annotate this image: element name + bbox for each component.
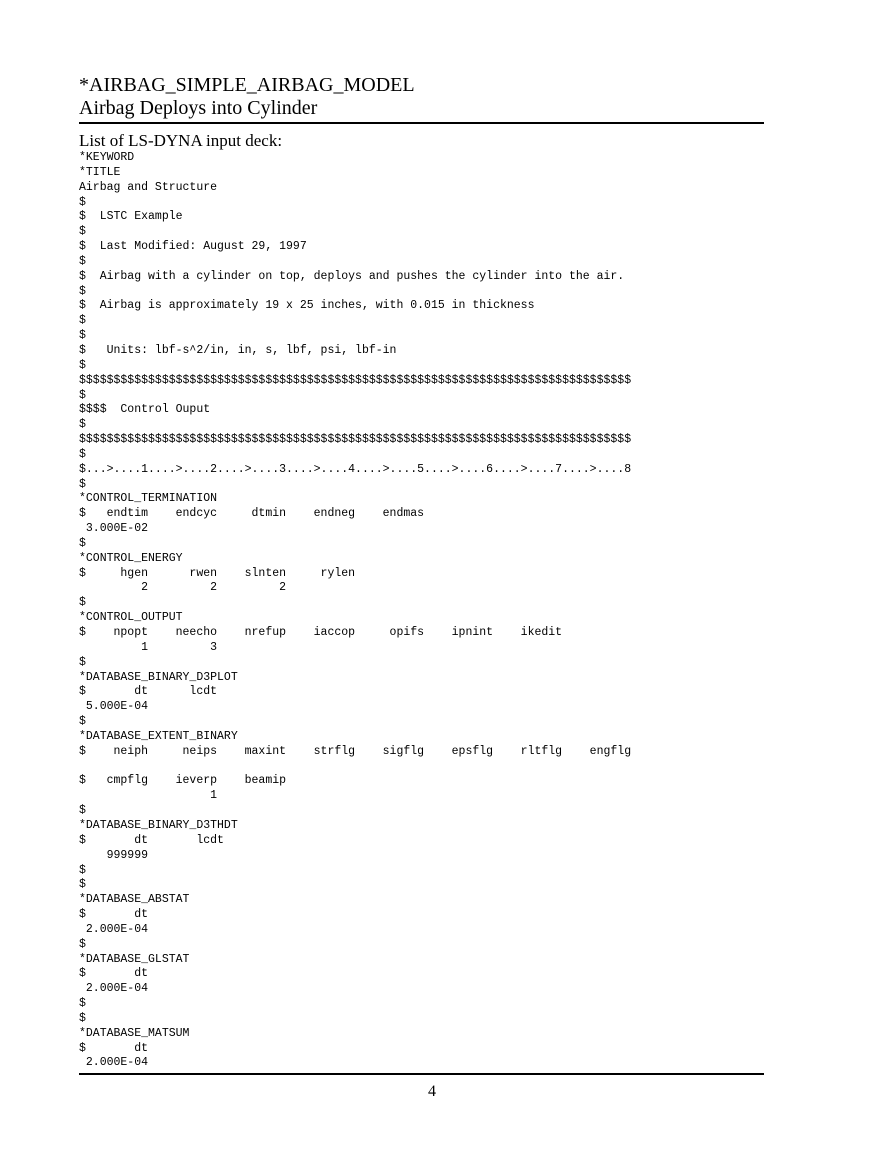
deck-line: 2 2 2 bbox=[79, 581, 287, 595]
deck-line: $ bbox=[79, 477, 86, 491]
deck-line: $$$$ Control Ouput bbox=[79, 403, 211, 417]
deck-line: $ endtim endcyc dtmin endneg endmas bbox=[79, 507, 425, 521]
deck-line: $ dt lcdt bbox=[79, 833, 224, 847]
deck-line: $ cmpflg ieverp beamip bbox=[79, 774, 287, 788]
deck-line: $ bbox=[79, 358, 86, 372]
page-header bbox=[79, 74, 764, 120]
deck-line: $ Airbag is approximately 19 x 25 inches, with 0.015 in thickness bbox=[79, 299, 535, 313]
deck-line: 999999 bbox=[79, 848, 149, 862]
deck-line: $ bbox=[79, 329, 86, 343]
deck-line: $ Last Modified: August 29, 1997 bbox=[79, 240, 307, 254]
deck-line: *DATABASE_ABSTAT bbox=[79, 893, 190, 907]
deck-line: *CONTROL_ENERGY bbox=[79, 551, 183, 565]
deck-line: 1 3 bbox=[79, 640, 218, 654]
deck-line: *DATABASE_BINARY_D3THDT bbox=[79, 818, 238, 832]
deck-line: $ hgen rwen slnten rylen bbox=[79, 566, 356, 580]
deck-line: $$$$$$$$$$$$$$$$$$$$$$$$$$$$$$$$$$$$$$$$$$$$$$$$$$$$$$$$$$$$$$$$$$$$$$$$$$$$$$$$ bbox=[79, 433, 632, 447]
header-divider bbox=[79, 122, 764, 124]
deck-line: *DATABASE_MATSUM bbox=[79, 1026, 190, 1040]
deck-line: $ bbox=[79, 937, 86, 951]
deck-line: 3.000E-02 bbox=[79, 522, 149, 536]
section-intro: List of LS-DYNA input deck: bbox=[79, 131, 283, 150]
deck-line: 2.000E-04 bbox=[79, 1056, 149, 1070]
deck-line: *DATABASE_EXTENT_BINARY bbox=[79, 729, 238, 743]
deck-line: *CONTROL_TERMINATION bbox=[79, 492, 218, 506]
deck-line: $ dt bbox=[79, 908, 149, 922]
deck-line: $ bbox=[79, 655, 86, 669]
deck-line: $ bbox=[79, 388, 86, 402]
deck-line: $$$$$$$$$$$$$$$$$$$$$$$$$$$$$$$$$$$$$$$$$$$$$$$$$$$$$$$$$$$$$$$$$$$$$$$$$$$$$$$$ bbox=[79, 373, 632, 387]
input-deck-listing bbox=[79, 151, 764, 1071]
deck-line: $ bbox=[79, 596, 86, 610]
deck-line: $ bbox=[79, 225, 86, 239]
page-number: 4 bbox=[428, 1083, 436, 1100]
deck-line: 2.000E-04 bbox=[79, 922, 149, 936]
deck-line: $ bbox=[79, 284, 86, 298]
deck-line: $ bbox=[79, 418, 86, 432]
deck-line: $ bbox=[79, 536, 86, 550]
deck-line: $ bbox=[79, 804, 86, 818]
deck-line: $ dt lcdt bbox=[79, 685, 218, 699]
deck-line: 2.000E-04 bbox=[79, 982, 149, 996]
footer-divider bbox=[79, 1073, 764, 1075]
deck-line: $ bbox=[79, 997, 86, 1011]
deck-line: *DATABASE_BINARY_D3PLOT bbox=[79, 670, 238, 684]
deck-line: $ bbox=[79, 863, 86, 877]
deck-line bbox=[79, 760, 764, 775]
deck-line: $ Airbag with a cylinder on top, deploys and pushes the cylinder into the air. bbox=[79, 269, 625, 283]
deck-line: *TITLE bbox=[79, 165, 121, 179]
deck-line: $ bbox=[79, 1011, 86, 1025]
deck-line: 5.000E-04 bbox=[79, 700, 149, 714]
deck-line: $ dt bbox=[79, 967, 149, 981]
deck-line: $ bbox=[79, 878, 86, 892]
document-title: *AIRBAG_SIMPLE_AIRBAG_MODEL bbox=[79, 74, 415, 96]
document-subtitle: Airbag Deploys into Cylinder bbox=[79, 97, 318, 119]
deck-line: *CONTROL_OUTPUT bbox=[79, 611, 183, 625]
deck-line: $ dt bbox=[79, 1041, 149, 1055]
deck-line: $ LSTC Example bbox=[79, 210, 183, 224]
deck-line: $ Units: lbf-s^2/in, in, s, lbf, psi, lbf-in bbox=[79, 343, 397, 357]
deck-line: $ bbox=[79, 447, 86, 461]
deck-line: $ bbox=[79, 715, 86, 729]
deck-line: *KEYWORD bbox=[79, 151, 135, 164]
deck-line: *DATABASE_GLSTAT bbox=[79, 952, 190, 966]
deck-line: $ bbox=[79, 314, 86, 328]
deck-line: $ neiph neips maxint strflg sigflg epsflg rltflg engflg bbox=[79, 744, 632, 758]
deck-line: $ bbox=[79, 254, 86, 268]
deck-line: $ bbox=[79, 195, 86, 209]
deck-line: $...>....1....>....2....>....3....>....4....>....5....>....6....>....7....>....8 bbox=[79, 462, 632, 476]
deck-line: $ npopt neecho nrefup iaccop opifs ipnint ikedit bbox=[79, 626, 563, 639]
deck-line: Airbag and Structure bbox=[79, 180, 218, 194]
deck-line: 1 bbox=[79, 789, 218, 803]
